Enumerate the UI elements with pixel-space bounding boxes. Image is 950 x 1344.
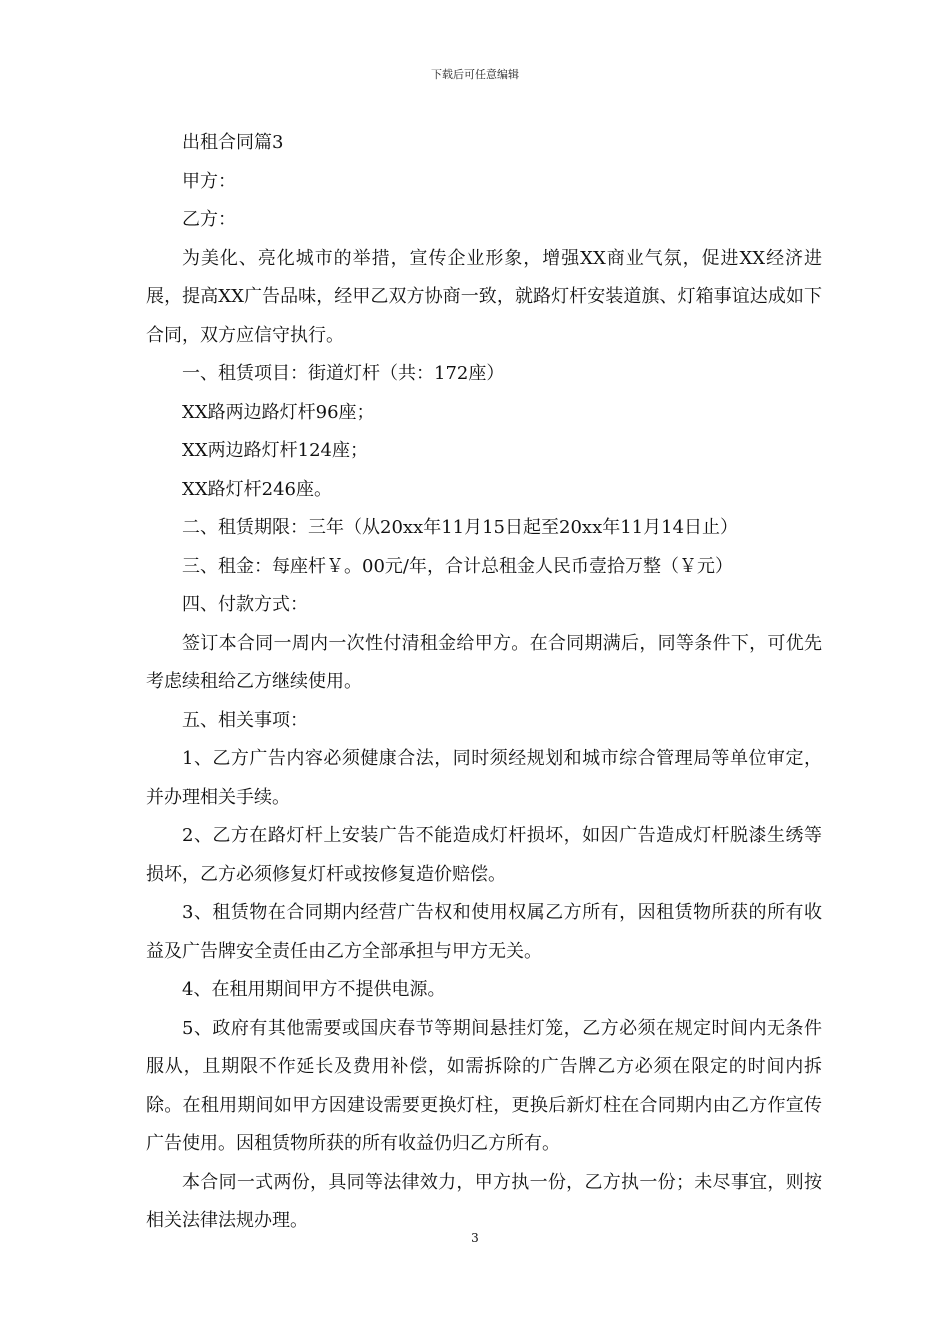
closing-paragraph: 本合同一式两份，具同等法律效力，甲方执一份，乙方执一份；未尽事宜，则按相关法律法规办理。 [146, 1171, 822, 1231]
contract-title: 出租合同篇3 [182, 132, 284, 153]
document-body [146, 124, 822, 1241]
page-number: 3 [471, 1231, 479, 1245]
lease-item-detail-3: XX路灯杆246座。 [182, 478, 332, 500]
clause-5: 5、政府有其他需要或国庆春节等期间悬挂灯笼，乙方必须在规定时间内无条件服从，且期限不作延长及费用补偿，如需拆除的广告牌乙方必须在限定的时间内拆除。在租用期间如甲方因建设需要更换灯柱，更换后新灯柱在合同期内由乙方作宣传广告使用。因租赁物所获的所有收益仍归乙方所有。 [146, 1017, 822, 1154]
section-rent: 三、租金：每座杆￥。00元/年，合计总租金人民币壹拾万整（￥元） [182, 555, 733, 577]
section-related-matters: 五、相关事项： [182, 709, 308, 731]
party-b-line: 乙方： [182, 209, 236, 230]
clause-1: 1、乙方广告内容必须健康合法，同时须经规划和城市综合管理局等单位审定，并办理相关手续。 [146, 748, 822, 808]
section-lease-term: 二、租赁期限：三年（从20xx年11月15日起至20xx年11月14日止） [182, 517, 739, 538]
page-header: 下载后可任意编辑 [431, 68, 519, 81]
section-lease-item: 一、租赁项目：街道灯杆（共：172座） [182, 363, 505, 384]
section-payment: 四、付款方式： [182, 594, 308, 615]
clause-3: 3、租赁物在合同期内经营广告权和使用权属乙方所有，因租赁物所获的所有收益及广告牌安全责任由乙方全部承担与甲方无关。 [146, 902, 822, 962]
lease-item-detail-1: XX路两边路灯杆96座； [182, 401, 375, 423]
lease-item-detail-2: XX两边路灯杆124座； [182, 440, 368, 461]
payment-paragraph: 签订本合同一周内一次性付清租金给甲方。在合同期满后，同等条件下，可优先考虑续租给乙方继续使用。 [146, 632, 822, 692]
clause-2: 2、乙方在路灯杆上安装广告不能造成灯杆损坏，如因广告造成灯杆脱漆生绣等损坏，乙方必须修复灯杆或按修复造价赔偿。 [146, 825, 822, 885]
party-a-line: 甲方： [182, 170, 236, 192]
clause-4: 4、在租用期间甲方不提供电源。 [182, 979, 446, 1000]
preamble-paragraph: 为美化、亮化城市的举措，宣传企业形象，增强XX商业气氛，促进XX经济进展，提高XX广告品味，经甲乙双方协商一致，就路灯杆安装道旗、灯箱事谊达成如下合同，双方应信守执行。 [146, 247, 822, 346]
